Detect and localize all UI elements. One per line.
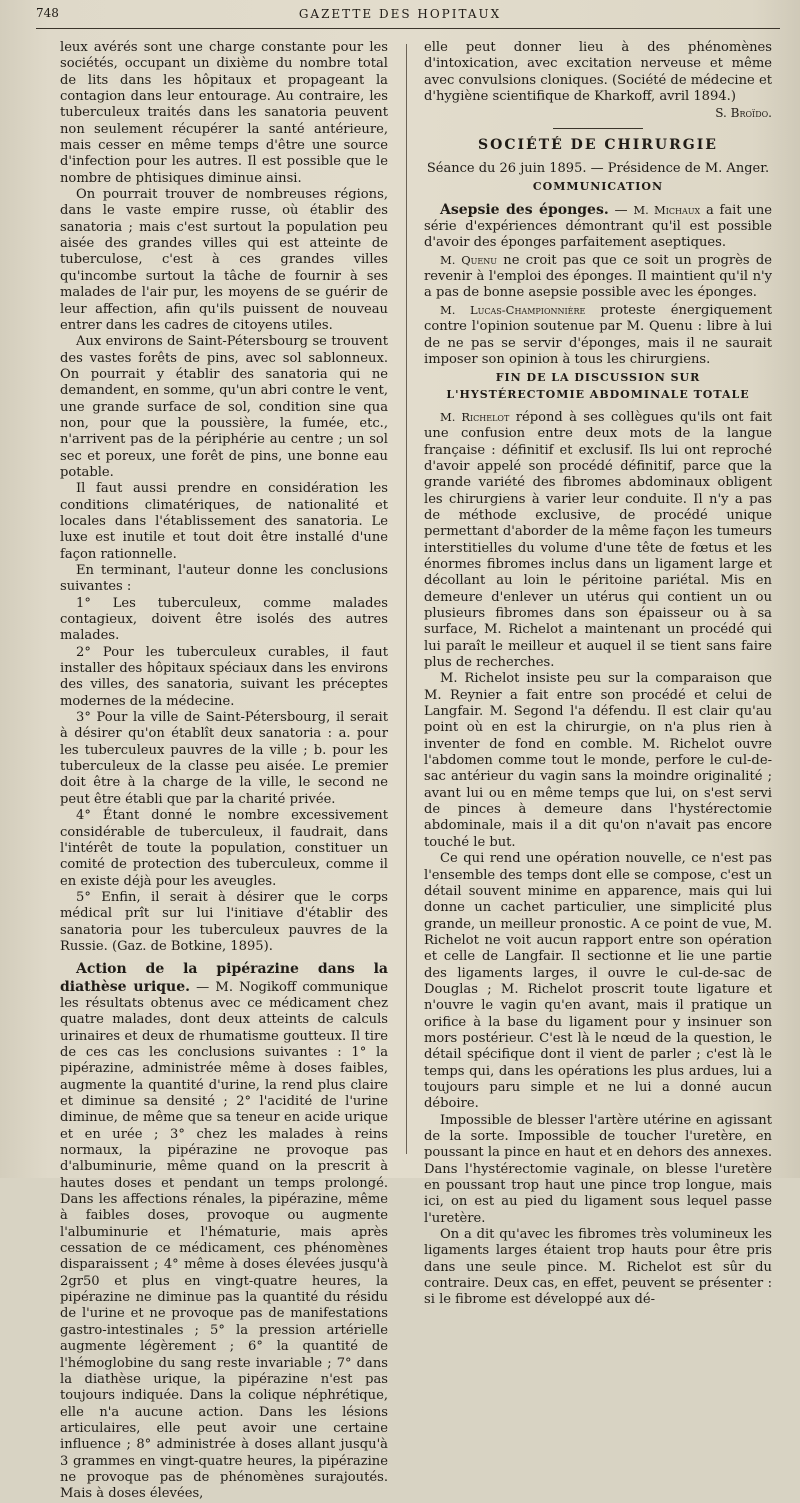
richelot-paragraph <box>424 409 772 672</box>
asepsie-text: a fait une série d'expériences démontrant qu'il est possible d'avoir des éponges parfaitement aseptiques. <box>424 202 772 251</box>
paragraph: 2° Pour les tuberculeux curables, il faut installer des hôpitaux spéciaux dans les environs des villes, des sanatoria, suivant les préceptes modernes de la médecine. <box>60 644 388 709</box>
richelot-text: répond à ses collègues qu'ils ont fait une confusion entre deux mots de la langue française : définitif et exclusif. Ils lui ont reproché d'avoir appelé son procédé définitif, parce que la grande variété des fibromes abdominaux obligent les chirurgiens à varier leur conduite. Il n'y a pas de méthode exclusive, de procédé unique permettant d'aborder de la même façon les tumeurs interstitielles du volume d'une tête de fœtus et les énormes fibromes inclus dans un ligament large et décollant au loin le péritoine pariétal. Mis en demeure d'enlever un utérus qui contient un ou plusieurs fibromes dans son épaisseur ou à sa surface, M. Richelot a maintenant un procédé qui lui paraît le meilleur et auquel il se tient sans faire plus de recherches. <box>424 409 772 671</box>
paragraph: leux avérés sont une charge constante pour les sociétés, occupant un dixième du nombre total de lits dans les hôpitaux et propageant la contagion dans leur entourage. Au contraire, les tuberculeux traités dans les sanatoria peuvent non seulement récupérer la santé antérieure, mais cesser en même temps d'être une source d'infection pour les autres. Il est possible que le nombre de phtisiques diminue ainsi. <box>60 40 388 186</box>
discussion-heading: FIN DE LA DISCUSSION SUR L'HYSTÉRECTOMIE ABDOMINALE TOTALE <box>446 371 750 401</box>
speaker-name: M. Michaux <box>633 202 701 217</box>
paragraph: On pourrait trouver de nombreuses régions, dans le vaste empire russe, où établir des sanatoria ; mais c'est surtout la population peu aisée des grandes villes qui est atteinte de tuberculose, c'est à ces grandes villes qu'incombe surtout la tâche de fournir à ses malades de l'air pur, les moyens de se guérir de leur affection, afin qu'ils puissent de nouveau entrer dans les cadres de citoyens utiles. <box>60 187 388 333</box>
paragraph: Il faut aussi prendre en considération les conditions climatériques, de nationalité et locales dans l'établissement des sanatoria. Le luxe est inutile et tout doit être installé d'une façon rationnelle. <box>60 481 388 562</box>
section-divider <box>553 128 643 129</box>
paragraph: M. Richelot insiste peu sur la comparaison que M. Reynier a fait entre son procédé et celui de Langfair. M. Segond l'a défendu. Il est clair qu'au point où en est la chirurgie, on n'a plus rien à inventer de fond en comble. M. Richelot ouvre l'abdomen comme tout le monde, perfore le cul-de-sac antérieur du vagin sans la moindre originalité ; avant lui ou en même temps que lui, on s'est servi de pinces à demeure dans l'hystérectomie abdominale, mais il a dit qu'on n'avait pas encore touché le but. <box>424 671 772 850</box>
asepsie-paragraph: Asepsie des éponges. — M. Michaux a fait une série d'expériences démontrant qu'il est possible d'avoir des éponges parfaitement aseptiques. <box>424 201 772 251</box>
right-column <box>424 40 772 1308</box>
speaker-name: M. Richelot <box>440 409 510 424</box>
page-header <box>0 0 800 32</box>
piperazine-text: — M. Nogikoff communique les résultats obtenus avec ce médicament chez quatre malades, dont deux atteints de calculs urinaires et deux de rhumatisme goutteux. Il tire de ces cas les conclusions suivantes : 1° la pipérazine, administrée même à doses faibles, augmente la quantité d'urine, la rend plus claire et diminue sa densité ; 2° l'acidité de l'urine diminue, de même que sa teneur en acide urique et en urée ; 3° chez les malades à reins normaux, la pipérazine ne provoque pas d'albuminurie, même quand on la prescrit à hautes doses et pendant un temps prolongé. Dans les affections rénales, la pipérazine, même à faibles doses, provoque ou augmente l'albuminurie et l'hématurie, mais après cessation de ce médicament, ces phénomènes disparaissent ; 4° même à doses élevées jusqu'à 2gr50 et plus en vingt-quatre heures, la pipérazine ne diminue pas la quantité du résidu de l'urine et ne provoque pas de manifestations gastro-intestinales ; 5° la pression artérielle augmente légèrement ; 6° la quantité de l'hémoglobine du sang reste invariable ; 7° dans la diathèse urique, la pipérazine n'est pas toujours indiquée. Dans la colique néphrétique, elle n'a aucune action. Dans les lésions articulaires, elle peut avoir une certaine influence ; 8° administrée à doses allant jusqu'à 3 grammes en vingt-quatre heures, la pipérazine ne provoque pas de phénomènes surajoutés. Mais à doses élevées, <box>60 979 388 1502</box>
running-title: GAZETTE DES HOPITAUX <box>298 7 502 21</box>
continuation-paragraph: elle peut donner lieu à des phénomènes d'intoxication, avec excitation nerveuse et même avec convulsions cloniques. (Société de médecine et d'hygiène scientifique de Kharkoff, avril 1894.) <box>424 40 772 105</box>
page-number: 748 <box>36 6 59 20</box>
paragraph: 4° Étant donné le nombre excessivement considérable de tuberculeux, il faudrait, dans l'intérêt de toute la population, constituer un comité de protection des tuberculeux, comme il en existe déjà pour les aveugles. <box>60 808 388 889</box>
speaker-name: M. Lucas-Championnière <box>440 302 586 317</box>
paragraph: En terminant, l'auteur donne les conclusions suivantes : <box>60 563 388 595</box>
paragraph: 1° Les tuberculeux, comme malades contagieux, doivent être isolés des autres malades. <box>60 595 388 644</box>
lucas-text: proteste énergiquement contre l'opinion soutenue par M. Quenu : libre à lui de ne pas se servir d'éponges, mais il ne saurait imposer son opinion à tous les chirurgiens. <box>424 302 772 367</box>
paragraph: On a dit qu'avec les fibromes très volumineux les ligaments larges étaient trop hauts pour être pris dans une seule pince. M. Richelot est sûr du contraire. Deux cas, en effet, peuvent se présenter : si le fibrome est développé aux dé- <box>424 1227 772 1308</box>
paragraph: Ce qui rend une opération nouvelle, ce n'est pas l'ensemble des temps dont elle se compose, c'est un détail souvent minime en apparence, mais qui lui donne un cachet particulier, une simplicité plus grande, un meilleur pronostic. A ce point de vue, M. Richelot ne voit aucun rapport entre son opération et celle de Langfair. Il sectionne et lie une partie des ligaments larges, il ouvre le cul-de-sac de Douglas ; M. Richelot proscrit toute ligature et n'ouvre le vagin qu'en avant, mais il pratique un orifice à la base du ligament pour y insinuer son mors postérieur. C'est là le nœud de la question, le détail spécifique dont il vient de parler ; c'est là le temps qui, dans les opérations les plus ardues, lui a toujours paru simple et ne lui a donné aucun déboire. <box>424 851 772 1112</box>
column-separator <box>406 44 407 1154</box>
communication-heading: COMMUNICATION <box>532 180 664 194</box>
author-signature: S. Broïdo. <box>715 106 772 121</box>
piperazine-title: Action de la pipérazine dans la diathèse urique. <box>60 961 388 995</box>
asepsie-title: Asepsie des éponges. <box>440 201 609 218</box>
left-column <box>60 40 388 1502</box>
lucas-paragraph <box>424 302 772 368</box>
piperazine-article <box>60 961 388 1502</box>
paragraph: Impossible de blesser l'artère utérine en agissant de la sorte. Impossible de toucher l'uretère, en poussant la pince en haut et en dehors des annexes. Dans l'hystérectomie vaginale, on blesse l'uretère en poussant trop haut une pince trop longue, mais ici, on est au pied du ligament sous lequel passe l'uretère. <box>424 1112 772 1226</box>
quenu-paragraph <box>424 252 772 302</box>
speaker-name: M. Quenu <box>440 252 497 267</box>
header-rule <box>36 28 780 29</box>
session-line: Séance du 26 juin 1895. — Présidence de M. Anger. <box>426 161 770 177</box>
quenu-text: ne croit pas que ce soit un progrès de revenir à l'emploi des éponges. Il maintient qu'il n'y a pas de bonne asepsie possible avec les éponges. <box>424 252 772 301</box>
paragraph: 5° Enfin, il serait à désirer que le corps médical prît sur lui l'initiave d'établir des sanatoria pour les tuberculeux pauvres de la Russie. (Gaz. de Botkine, 1895). <box>60 889 388 954</box>
section-title: SOCIÉTÉ DE CHIRURGIE <box>478 136 718 153</box>
paragraph: 3° Pour la ville de Saint-Pétersbourg, il serait à désirer qu'on établît deux sanatoria : a. pour les tuberculeux pauvres de la ville ; b. pour les tuberculeux de la classe peu aisée. Le premier doit être à la charge de la ville, le second ne peut être établi que par la charité privée. <box>60 710 388 807</box>
paragraph: Aux environs de Saint-Pétersbourg se trouvent des vastes forêts de pins, avec sol sablonneux. On pourrait y établir des sanatoria qui ne demandent, en somme, qu'un abri contre le vent, une grande surface de sol, condition sine qua non, pour que la poussière, la fumée, etc., n'arrivent pas de la périphérie au centre ; un sol sec et poreux, une forêt de pins, une bonne eau potable. <box>60 334 388 480</box>
